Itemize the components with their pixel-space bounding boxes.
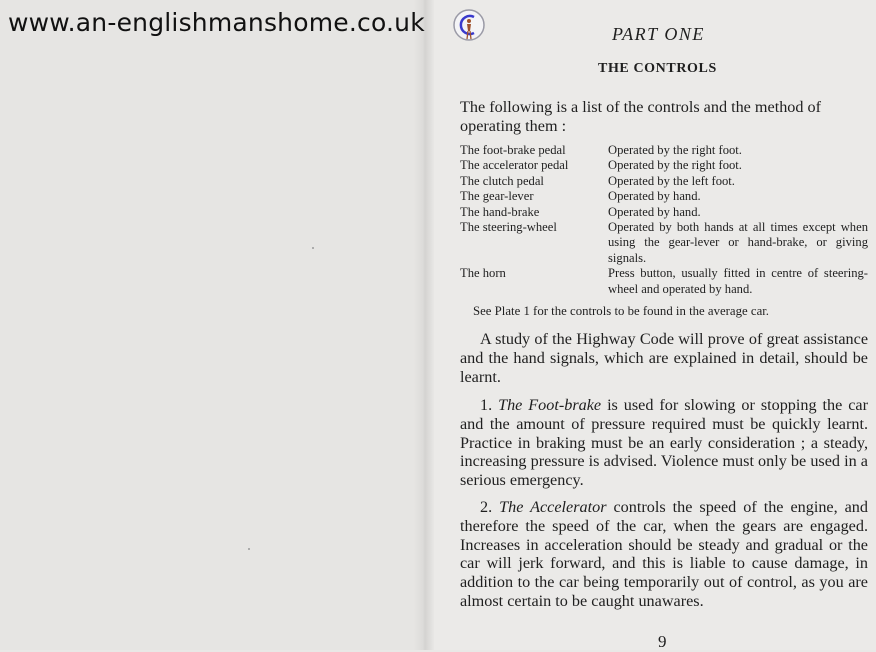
control-name: The clutch pedal <box>460 173 544 188</box>
paragraph-body: is used for slowing or stopping the car and the amount of pressure required must be quickly learnt. Practice in braking must be an early consideration ; a steady, increasing pressure is advised. Violence must only be used in a serious emergency. <box>460 396 868 490</box>
accelerator-paragraph <box>460 498 868 611</box>
control-name: The steering-wheel <box>460 220 557 235</box>
controls-table <box>460 143 868 297</box>
figure-in-circle-logo-icon <box>452 8 486 42</box>
plate-reference: See Plate 1 for the controls to be found in the average car. <box>473 304 770 318</box>
control-operation: Operated by the right foot. <box>608 143 742 157</box>
table-row <box>460 158 868 173</box>
left-page <box>0 0 424 650</box>
control-name: The horn <box>460 266 506 281</box>
control-operation: Operated by hand. <box>608 189 701 204</box>
control-name: The accelerator pedal <box>460 158 569 173</box>
book-gutter <box>414 0 434 650</box>
control-name: The hand-brake <box>460 204 540 219</box>
paper-speck <box>248 548 250 550</box>
control-operation: Operated by the left foot. <box>608 173 735 188</box>
table-row <box>460 189 868 204</box>
paragraph-number: 1. <box>480 396 493 414</box>
paragraph-number: 2. <box>480 498 493 516</box>
control-operation: Operated by the right foot. <box>608 158 742 173</box>
table-row <box>460 174 868 189</box>
control-name: The foot-brake pedal <box>460 143 566 157</box>
foot-brake-paragraph <box>460 396 868 490</box>
paper-speck <box>312 247 314 249</box>
highway-code-paragraph: A study of the Highway Code will prove of great assistance and the hand signals, which are explained in detail, should be learnt. <box>460 330 868 386</box>
control-operation: Operated by both hands at all times except when using the gear-lever or hand-brake, or giving signals. <box>608 220 868 265</box>
section-title: THE CONTROLS <box>598 61 717 76</box>
page-number: 9 <box>658 632 667 651</box>
site-watermark: www.an-englishmanshome.co.uk <box>8 8 425 37</box>
part-title: PART ONE <box>612 24 705 44</box>
table-row <box>460 220 868 266</box>
control-operation: Press button, usually fitted in centre of steering-wheel and operated by hand. <box>608 266 868 296</box>
intro-text: The following is a list of the controls and the method of operating them : <box>460 98 822 135</box>
table-row <box>460 143 868 158</box>
paragraph-body: controls the speed of the engine, and therefore the speed of the car, when the gears are engaged. Increases in acceleration should be steady and gradual or the car will jerk forward, and this is liable to cause damage, in addition to the car being temporarily out of control, as you are almost certain to be caught unawares. <box>460 498 868 610</box>
paragraph-heading: The Accelerator <box>499 498 607 516</box>
control-operation: Operated by hand. <box>608 204 701 219</box>
table-row <box>460 205 868 220</box>
table-row <box>460 266 868 297</box>
control-name: The gear-lever <box>460 189 534 204</box>
paragraph-heading: The Foot-brake <box>498 396 602 414</box>
